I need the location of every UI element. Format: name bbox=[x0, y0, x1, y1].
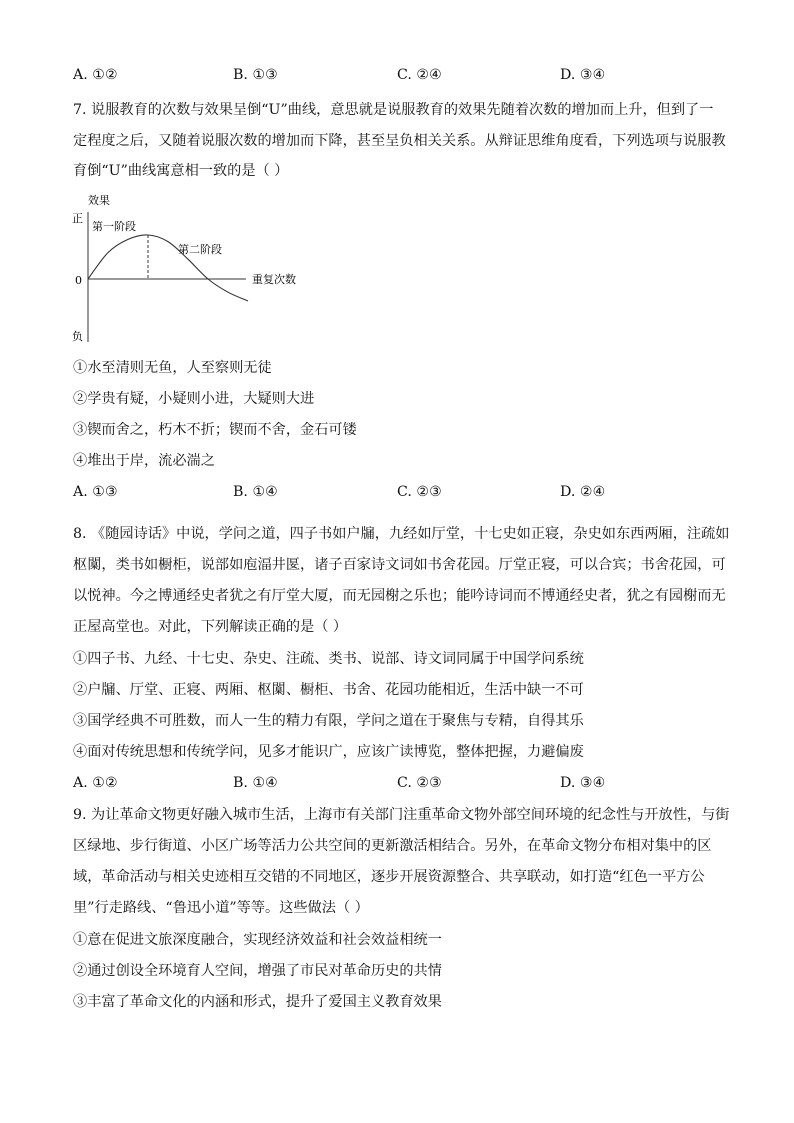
q9-stem-line: 区绿地、步行街道、小区广场等活力公共空间的更新激活相结合。另外，在革命文物分布相对集中的区 bbox=[73, 838, 712, 854]
q8-item: ③国学经典不可胜数，而人一生的精力有限，学问之道在于聚焦与专精，自得其乐 bbox=[73, 713, 584, 729]
x-axis-label: 重复次数 bbox=[252, 273, 296, 286]
q8-stem-line: 8. 《随园诗话》中说，学问之道，四子书如户牖，九经如厅堂，十七史如正寝，杂史如东西两厢，注疏如 bbox=[73, 526, 730, 542]
q9-item: ③丰富了革命文化的内涵和形式，提升了爱国主义教育效果 bbox=[73, 994, 442, 1010]
q8-stem-line: 正屋高堂也。对此，下列解读正确的是（ ） bbox=[73, 619, 348, 635]
q7-item: ③锲而舍之，朽木不折；锲而不舍，金石可镂 bbox=[73, 422, 357, 438]
q8-stem-line: 以悦神。今之博通经史者犹之有厅堂大厦，而无园榭之乐也；能吟诗词而不博通经史者，犹之有园榭而无 bbox=[73, 588, 726, 604]
q8-stem-line: 枢闑，类书如橱柜，说部如庖湢井匽，诸子百家诗文词如书舍花园。厅堂正寝，可以合宾；书舍花园，可 bbox=[73, 557, 726, 573]
q8-item: ②户牖、厅堂、正寝、两厢、枢闑、橱柜、书舍、花园功能相近，生活中缺一不可 bbox=[73, 682, 584, 698]
y-positive-label: 正 bbox=[72, 212, 83, 225]
q7-option-a: A. ①③ bbox=[73, 484, 118, 500]
q9-stem-line: 域，革命活动与相关史迹相互交错的不同地区，逐步开展资源整合、共享联动，如打造“红色一平方公 bbox=[73, 869, 705, 885]
stage-one-annotation: 第一阶段 bbox=[92, 220, 136, 233]
q7-stem-line: 定程度之后，又随着说服次数的增加而下降，甚至呈负相关关系。从辩证思维角度看，下列选项与说服教 bbox=[73, 133, 726, 149]
y-zero-label: 0 bbox=[75, 274, 82, 287]
q9-item: ②通过创设全环境育人空间，增强了市民对革命历史的共情 bbox=[73, 963, 442, 979]
q7-stem-line: 7. 说服教育的次数与效果呈倒“U”曲线，意思就是说服教育的效果先随着次数的增加而上升，但到了一 bbox=[73, 102, 714, 118]
y-axis-label: 效果 bbox=[88, 194, 110, 207]
q8-option-c: C. ②③ bbox=[397, 775, 442, 791]
q6-option-a: A. ①② bbox=[73, 67, 118, 83]
q9-stem-line: 里”行走路线、“鲁迅小道”等等。这些做法（ ） bbox=[73, 900, 369, 916]
q9-item: ①意在促进文旅深度融合，实现经济效益和社会效益相统一 bbox=[73, 932, 442, 948]
q6-option-c: C. ②④ bbox=[397, 67, 442, 83]
q7-option-d: D. ②④ bbox=[560, 484, 606, 500]
q7-item: ④堆出于岸，流必湍之 bbox=[73, 453, 215, 469]
q8-item: ①四子书、九经、十七史、杂史、注疏、类书、说部、诗文词同属于中国学问系统 bbox=[73, 651, 584, 667]
stage-two-annotation: 第二阶段 bbox=[178, 243, 222, 256]
q6-option-d: D. ③④ bbox=[560, 67, 606, 83]
q7-option-c: C. ②③ bbox=[397, 484, 442, 500]
q8-option-b: B. ①④ bbox=[233, 775, 278, 791]
y-negative-label: 负 bbox=[72, 330, 83, 343]
q7-inverted-u-chart bbox=[70, 190, 320, 345]
q8-option-a: A. ①② bbox=[73, 775, 118, 791]
q7-stem-line: 育倒“U”曲线寓意相一致的是（ ） bbox=[73, 163, 289, 179]
q8-option-d: D. ③④ bbox=[560, 775, 606, 791]
q7-item: ①水至清则无鱼，人至察则无徒 bbox=[73, 360, 272, 376]
q7-item: ②学贵有疑，小疑则小进，大疑则大进 bbox=[73, 391, 315, 407]
q7-option-b: B. ①④ bbox=[233, 484, 278, 500]
q9-stem-line: 9. 为让革命文物更好融入城市生活，上海市有关部门注重革命文物外部空间环境的纪念性与开放性，与街 bbox=[73, 807, 730, 823]
effect-curve-series bbox=[88, 235, 248, 301]
q8-item: ④面对传统思想和传统学问，见多才能识广，应该广读博览，整体把握，力避偏废 bbox=[73, 744, 584, 760]
q6-option-b: B. ①③ bbox=[233, 67, 278, 83]
